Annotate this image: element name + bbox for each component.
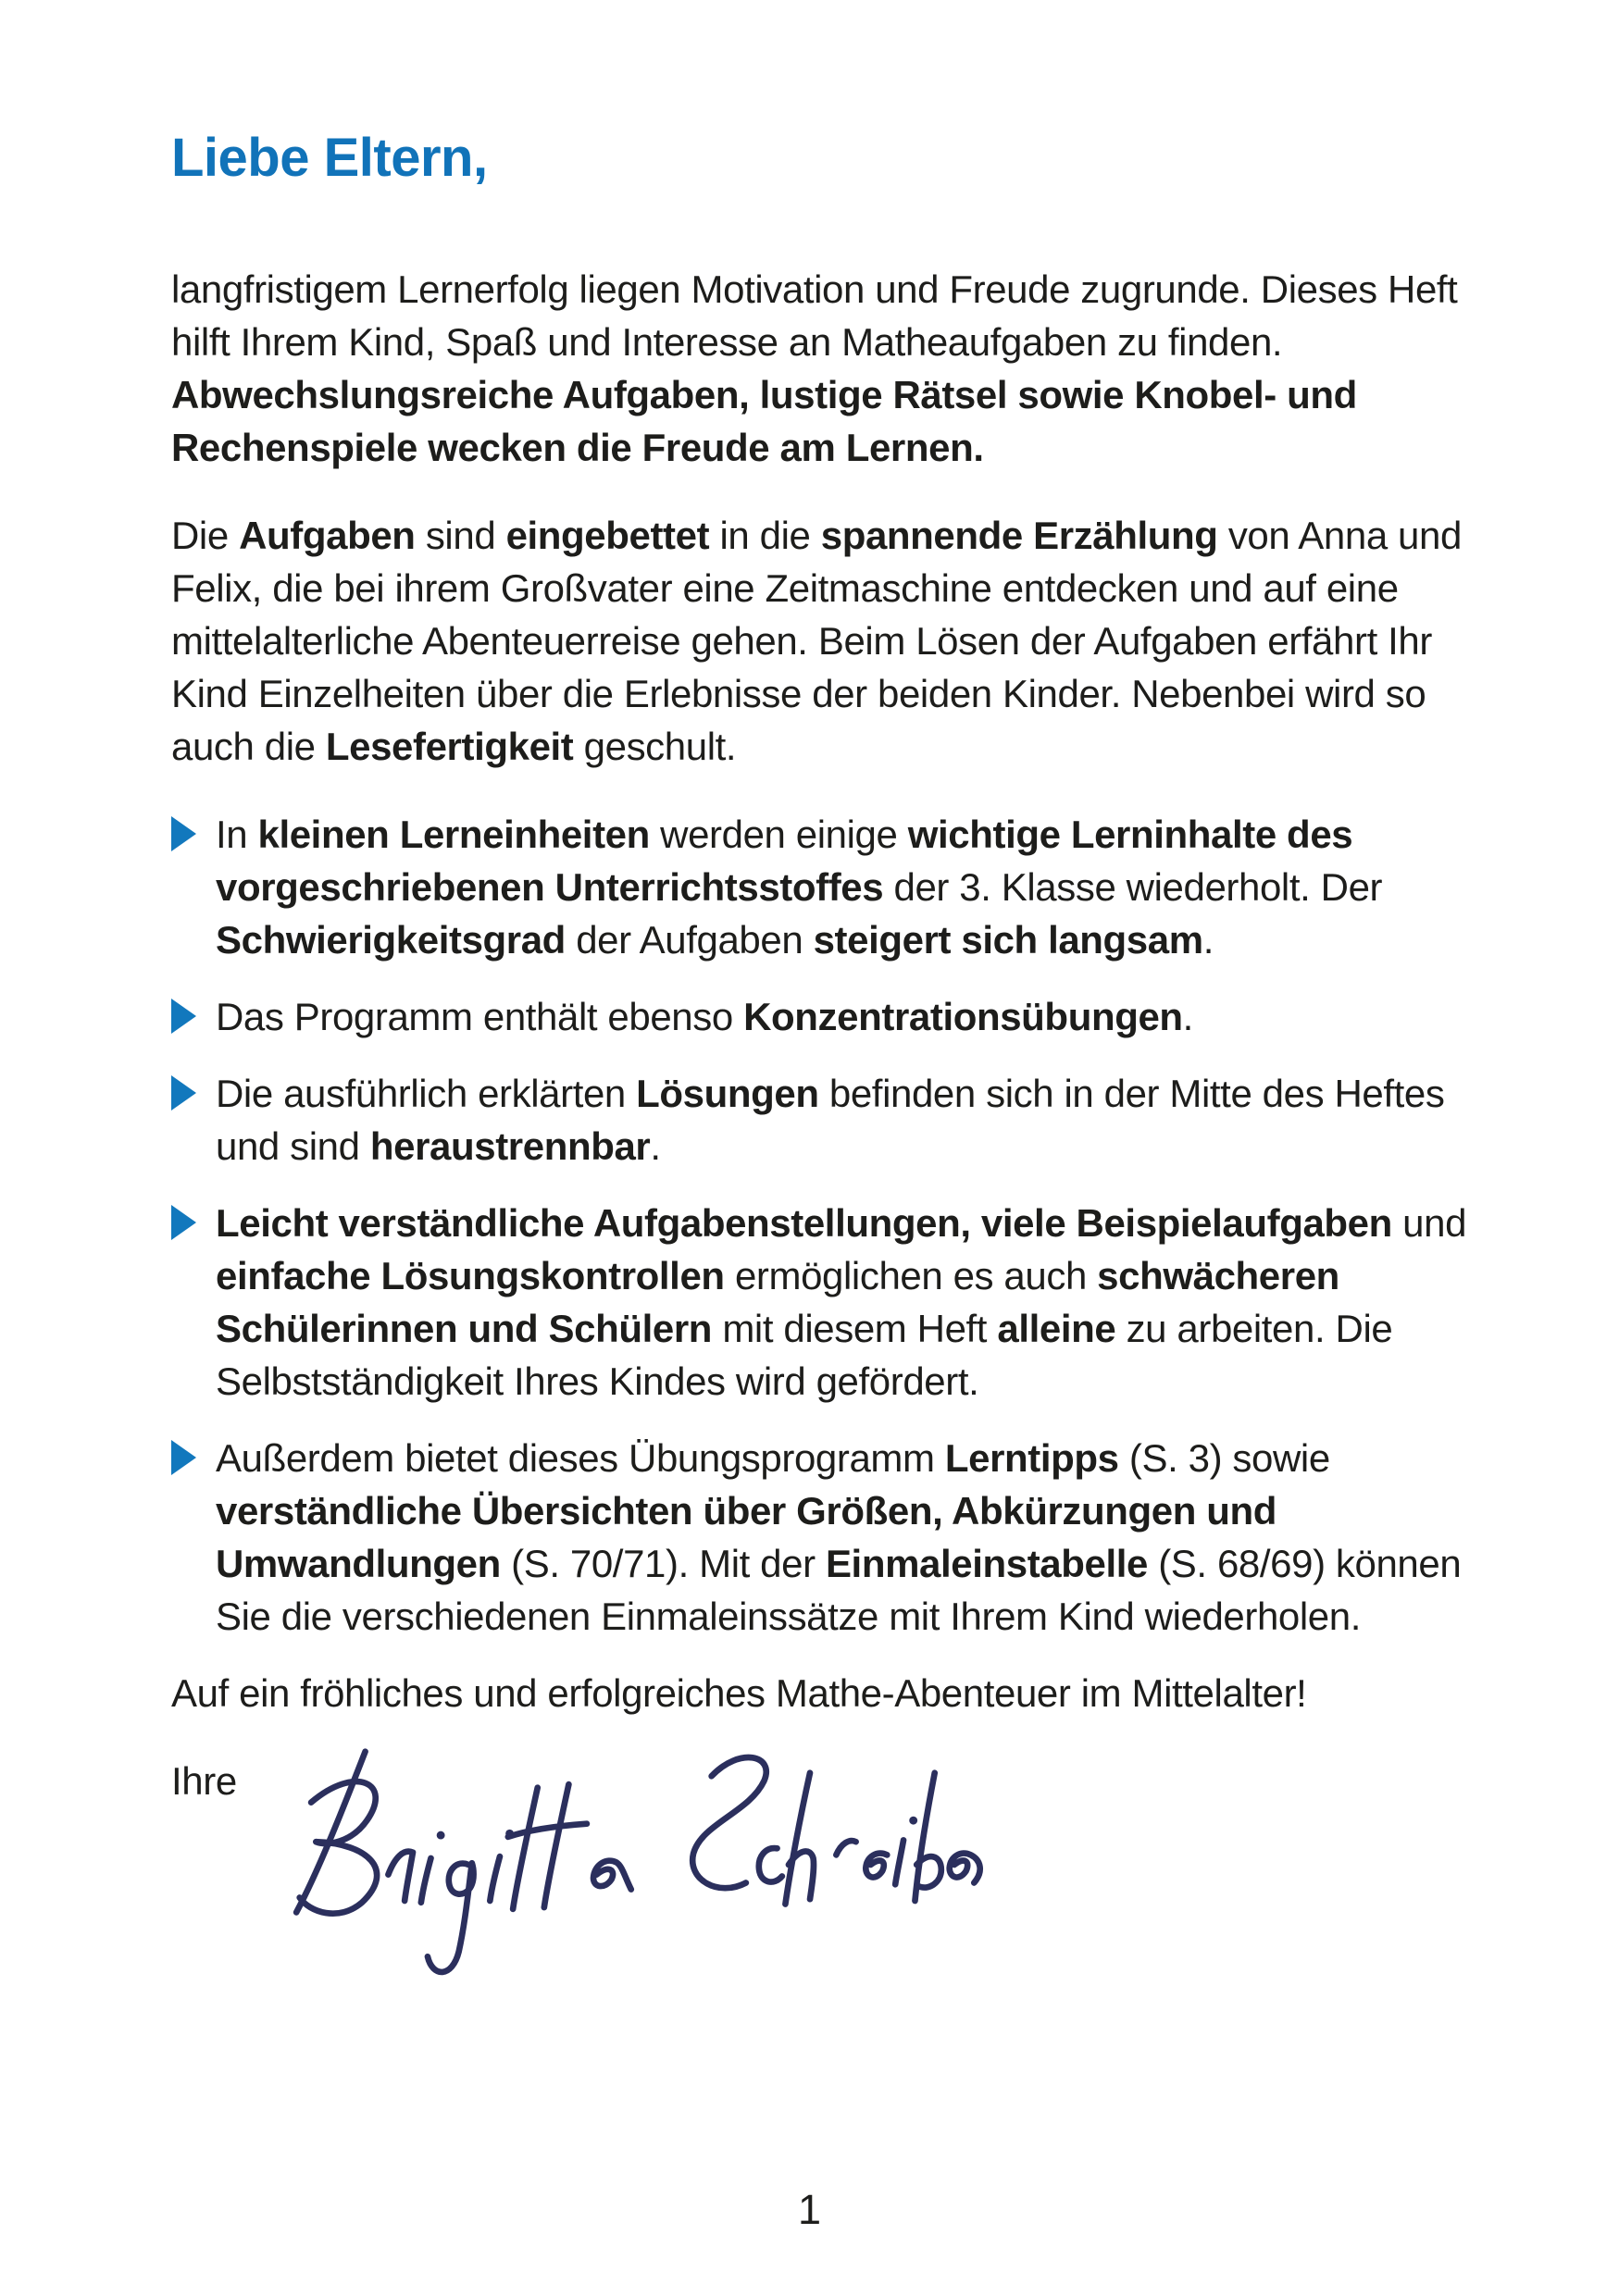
bullet-item	[171, 808, 1481, 966]
bullet-item	[171, 1432, 1481, 1643]
paragraph	[171, 1667, 1481, 1719]
signature-block	[171, 1755, 1481, 1988]
bullet-item	[171, 990, 1481, 1043]
paragraph-text: Auf ein fröhliches und erfolgreiches Mathe-Abenteuer im Mittelalter!	[171, 1671, 1307, 1715]
paragraph-text: Außerdem bietet dieses Übungsprogramm Lerntipps (S. 3) sowie verständliche Übersichten über Größen, Abkürzungen und Umwandlungen (S. 70/71). Mit der Einmaleinstabelle (S. 68/69) können Sie die verschiedenen Einmaleinssätze mit Ihrem Kind wiederholen.	[216, 1436, 1462, 1638]
paragraph-text: Das Programm enthält ebenso Konzentrationsübungen.	[216, 995, 1193, 1038]
letter-paragraphs	[171, 263, 1481, 1719]
bullet-triangle-icon	[171, 1075, 196, 1111]
bullet-triangle-icon	[171, 999, 196, 1034]
paragraph-text: Leicht verständliche Aufgabenstellungen, viele Beispielaufgaben und einfache Lösungskontrollen ermöglichen es auch schwächeren Schülerinnen und Schülern mit diesem Heft alleine zu arbeiten. Die Selbstständigkeit Ihres Kindes wird gefördert.	[216, 1201, 1467, 1403]
bullet-item	[171, 1197, 1481, 1408]
page-number: 1	[797, 2186, 822, 2233]
bullet-triangle-icon	[171, 816, 196, 851]
paragraph-text: In kleinen Lerneinheiten werden einige wichtige Lerninhalte des vorgeschriebenen Unterrichtsstoffes der 3. Klasse wiederholt. Der Schwierigkeitsgrad der Aufgaben steigert sich langsam.	[216, 813, 1383, 962]
paragraph	[171, 263, 1481, 474]
paragraph-text: Die Aufgaben sind eingebettet in die spannende Erzählung von Anna und Felix, die bei ihrem Großvater eine Zeitmaschine entdecken und auf eine mittelalterliche Abenteuerreise gehen. Beim Lösen der Aufgaben erfährt Ihr Kind Einzelheiten über die Erlebnisse der beiden Kinder. Nebenbei wird so auch die Lesefertigkeit geschult.	[171, 514, 1462, 768]
signature-image	[268, 1742, 990, 1988]
closing-label: Ihre	[171, 1759, 237, 1803]
paragraph-text: Die ausführlich erklärten Lösungen befinden sich in der Mitte des Heftes und sind heraustrennbar.	[216, 1072, 1445, 1168]
paragraph	[171, 509, 1481, 773]
bullet-item	[171, 1067, 1481, 1173]
bullet-triangle-icon	[171, 1440, 196, 1475]
paragraph-text: langfristigem Lernerfolg liegen Motivation und Freude zugrunde. Dieses Heft hilft Ihrem Kind, Spaß und Interesse an Matheaufgaben zu finden. Abwechslungsreiche Aufgaben, lustige Rätsel sowie Knobel- und Rechenspiele wecken die Freude am Lernen.	[171, 267, 1458, 469]
page-title: Liebe Eltern,	[171, 128, 488, 188]
bullet-triangle-icon	[171, 1205, 196, 1240]
letter-content	[171, 130, 1481, 1988]
